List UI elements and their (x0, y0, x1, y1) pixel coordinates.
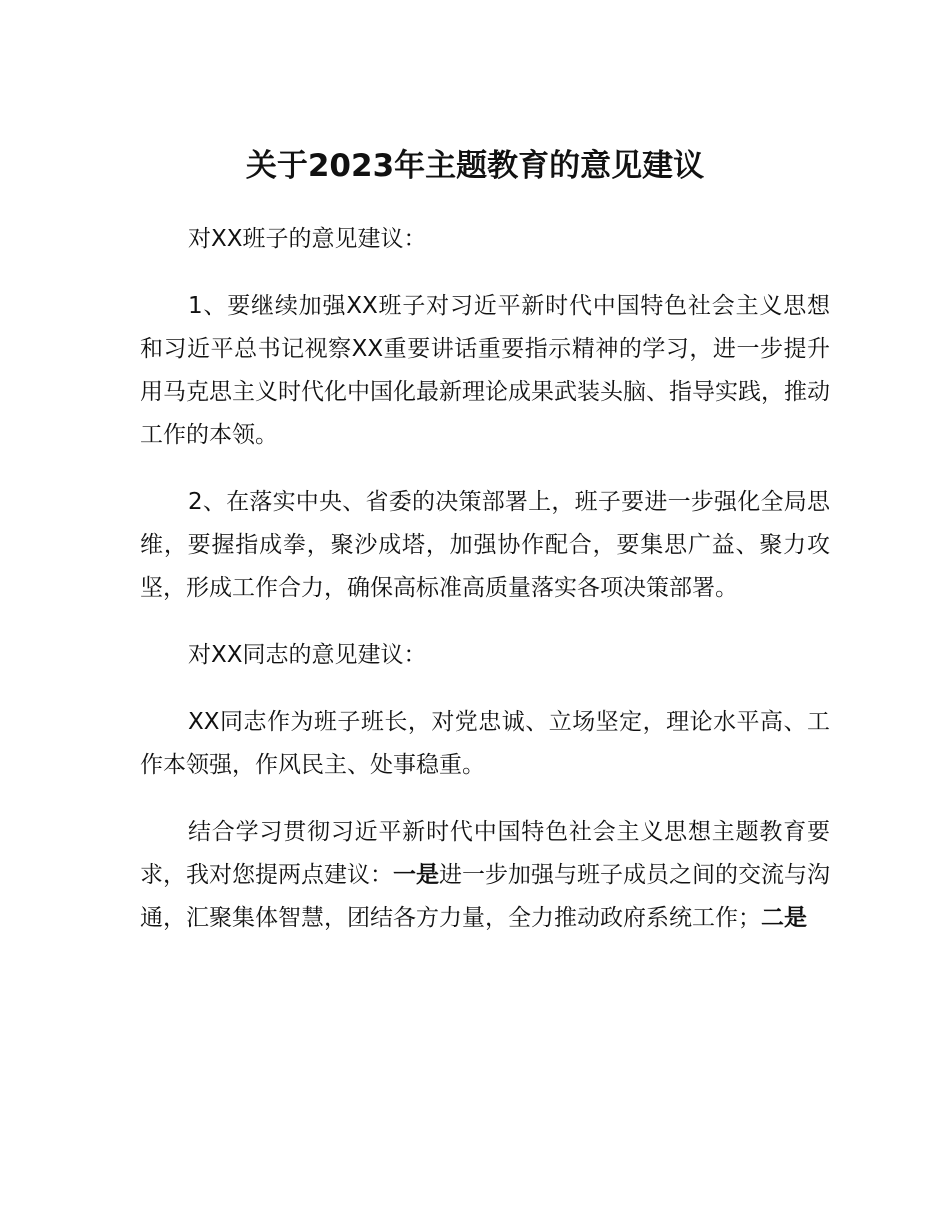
paragraph-team-heading: 对XX班子的意见建议： (188, 226, 427, 252)
paragraph-text-intro: 结合学习贯彻习近平新时代中国特色社会主义思想主题教育要求，我对您提两点建议： (140, 819, 830, 888)
paragraph-comrade-heading: 对XX同志的意见建议： (188, 642, 427, 668)
document-title: 关于2023年主题教育的意见建议 (245, 148, 705, 184)
paragraph-two-suggestions (140, 811, 830, 940)
emphasis-first: 一是 (393, 862, 439, 888)
paragraph-text-first: 进一步加强与班子成员之间的交流与沟通，汇聚集体智慧，团结各方力量，全力推动政府系统工作； (140, 862, 830, 931)
emphasis-second: 二是 (761, 905, 807, 931)
document-body (140, 218, 830, 964)
paragraph-comrade-evaluation: XX同志作为班子班长，对党忠诚、立场坚定，理论水平高、工作本领强，作风民主、处事稳重。 (140, 709, 830, 778)
paragraph-suggestion-2: 2、在落实中央、省委的决策部署上，班子要进一步强化全局思维，要握指成拳，聚沙成塔，加强协作配合，要集思广益、聚力攻坚，形成工作合力，确保高标准高质量落实各项决策部署。 (140, 489, 830, 601)
paragraph-suggestion-1: 1、要继续加强XX班子对习近平新时代中国特色社会主义思想和习近平总书记视察XX重要讲话重要指示精神的学习，进一步提升用马克思主义时代化中国化最新理论成果武装头脑、指导实践，推动工作的本领。 (140, 293, 830, 448)
